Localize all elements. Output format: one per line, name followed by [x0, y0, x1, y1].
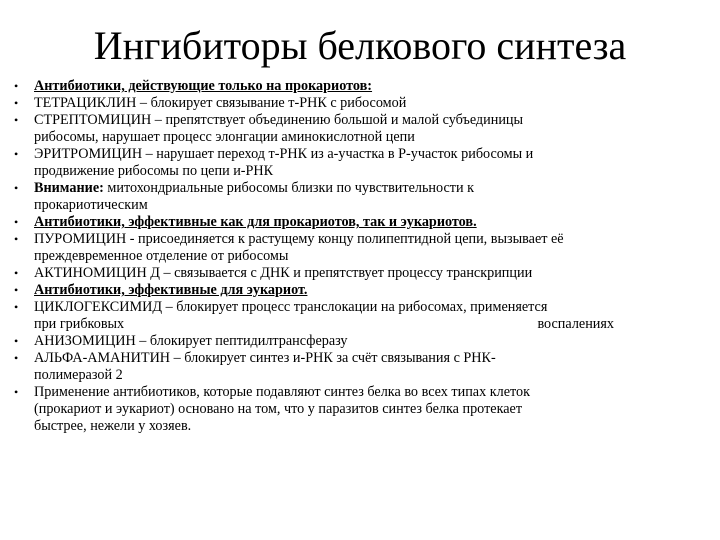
- section-heading-eukaryotes: Антибиотики, эффективные для эукариот.: [34, 282, 308, 298]
- list-item: [14, 265, 714, 282]
- item-text: АКТИНОМИЦИН Д – связывается с ДНК и препятствует процессу транскрипции: [34, 265, 533, 281]
- bullet-icon: •: [14, 79, 19, 93]
- bullet-icon: •: [14, 385, 19, 399]
- item-text: [34, 231, 714, 265]
- item-line-text: воспалениях: [537, 316, 614, 332]
- list-item: [14, 231, 714, 265]
- item-line: продвижение рибосомы по цепи и-РНК: [34, 163, 274, 179]
- item-line: СТРЕПТОМИЦИН – препятствует объединению большой и малой субъединицы: [34, 112, 524, 128]
- item-line: [34, 180, 714, 197]
- item-line: ПУРОМИЦИН - присоединяется к растущему концу полипептидной цепи, вызывает её: [34, 231, 564, 247]
- bullet-icon: •: [14, 96, 19, 110]
- item-line: быстрее, нежели у хозяев.: [34, 418, 192, 434]
- list-item: [14, 350, 714, 384]
- item-line: ЦИКЛОГЕКСИМИД – блокирует процесс транслокации на рибосомах, применяется: [34, 299, 548, 315]
- item-text: [34, 112, 714, 146]
- bullet-icon: •: [14, 113, 19, 127]
- item-line: полимеразой 2: [34, 367, 123, 383]
- list-item: [14, 282, 714, 299]
- list-item: [14, 112, 714, 146]
- item-line: рибосомы, нарушает процесс элонгации аминокислотной цепи: [34, 129, 415, 145]
- item-line: преждевременное отделение от рибосомы: [34, 248, 289, 264]
- list-item: [14, 146, 714, 180]
- list-item: [14, 299, 714, 333]
- list-item: [14, 95, 714, 112]
- item-line: прокариотическим: [34, 197, 148, 213]
- section-heading-both: Антибиотики, эффективные как для прокариотов, так и эукариотов.: [34, 214, 477, 230]
- bullet-icon: •: [14, 334, 19, 348]
- item-text: АНИЗОМИЦИН – блокирует пептидилтрансферазу: [34, 333, 348, 349]
- bullet-list: [14, 78, 714, 435]
- item-line: Применение антибиотиков, которые подавляют синтез белка во всех типах клеток: [34, 384, 531, 400]
- list-item: [14, 180, 714, 214]
- list-item: [14, 333, 714, 350]
- bullet-icon: •: [14, 283, 19, 297]
- item-text: [34, 180, 714, 214]
- item-text: [34, 350, 714, 384]
- list-item: [14, 384, 714, 435]
- bullet-icon: •: [14, 147, 19, 161]
- bullet-icon: •: [14, 266, 19, 280]
- bullet-icon: •: [14, 232, 19, 246]
- item-text: [34, 384, 714, 435]
- item-text: [34, 146, 714, 180]
- slide-title: Ингибиторы белкового синтеза: [93, 23, 627, 68]
- item-text: [34, 299, 714, 333]
- list-item: [14, 214, 714, 231]
- bullet-icon: •: [14, 300, 19, 314]
- item-line: [34, 316, 614, 333]
- bullet-icon: •: [14, 351, 19, 365]
- section-heading-prokaryotes: Антибиотики, действующие только на прокариотов:: [34, 78, 373, 94]
- item-line-text: при грибковых: [34, 316, 125, 332]
- item-line: АЛЬФА-АМАНИТИН – блокирует синтез и-РНК за счёт связывания с РНК-: [34, 350, 496, 366]
- list-item: [14, 78, 714, 95]
- attention-label: Внимание:: [34, 180, 104, 196]
- item-line: ЭРИТРОМИЦИН – нарушает переход т-РНК из а-участка в Р-участок рибосомы и: [34, 146, 534, 162]
- item-line: (прокариот и эукариот) основано на том, что у паразитов синтез белка протекает: [34, 401, 523, 417]
- bullet-icon: •: [14, 181, 19, 195]
- item-line-text: митохондриальные рибосомы близки по чувствительности к: [103, 180, 474, 196]
- bullet-icon: •: [14, 215, 19, 229]
- item-text: ТЕТРАЦИКЛИН – блокирует связывание т-РНК с рибосомой: [34, 95, 407, 111]
